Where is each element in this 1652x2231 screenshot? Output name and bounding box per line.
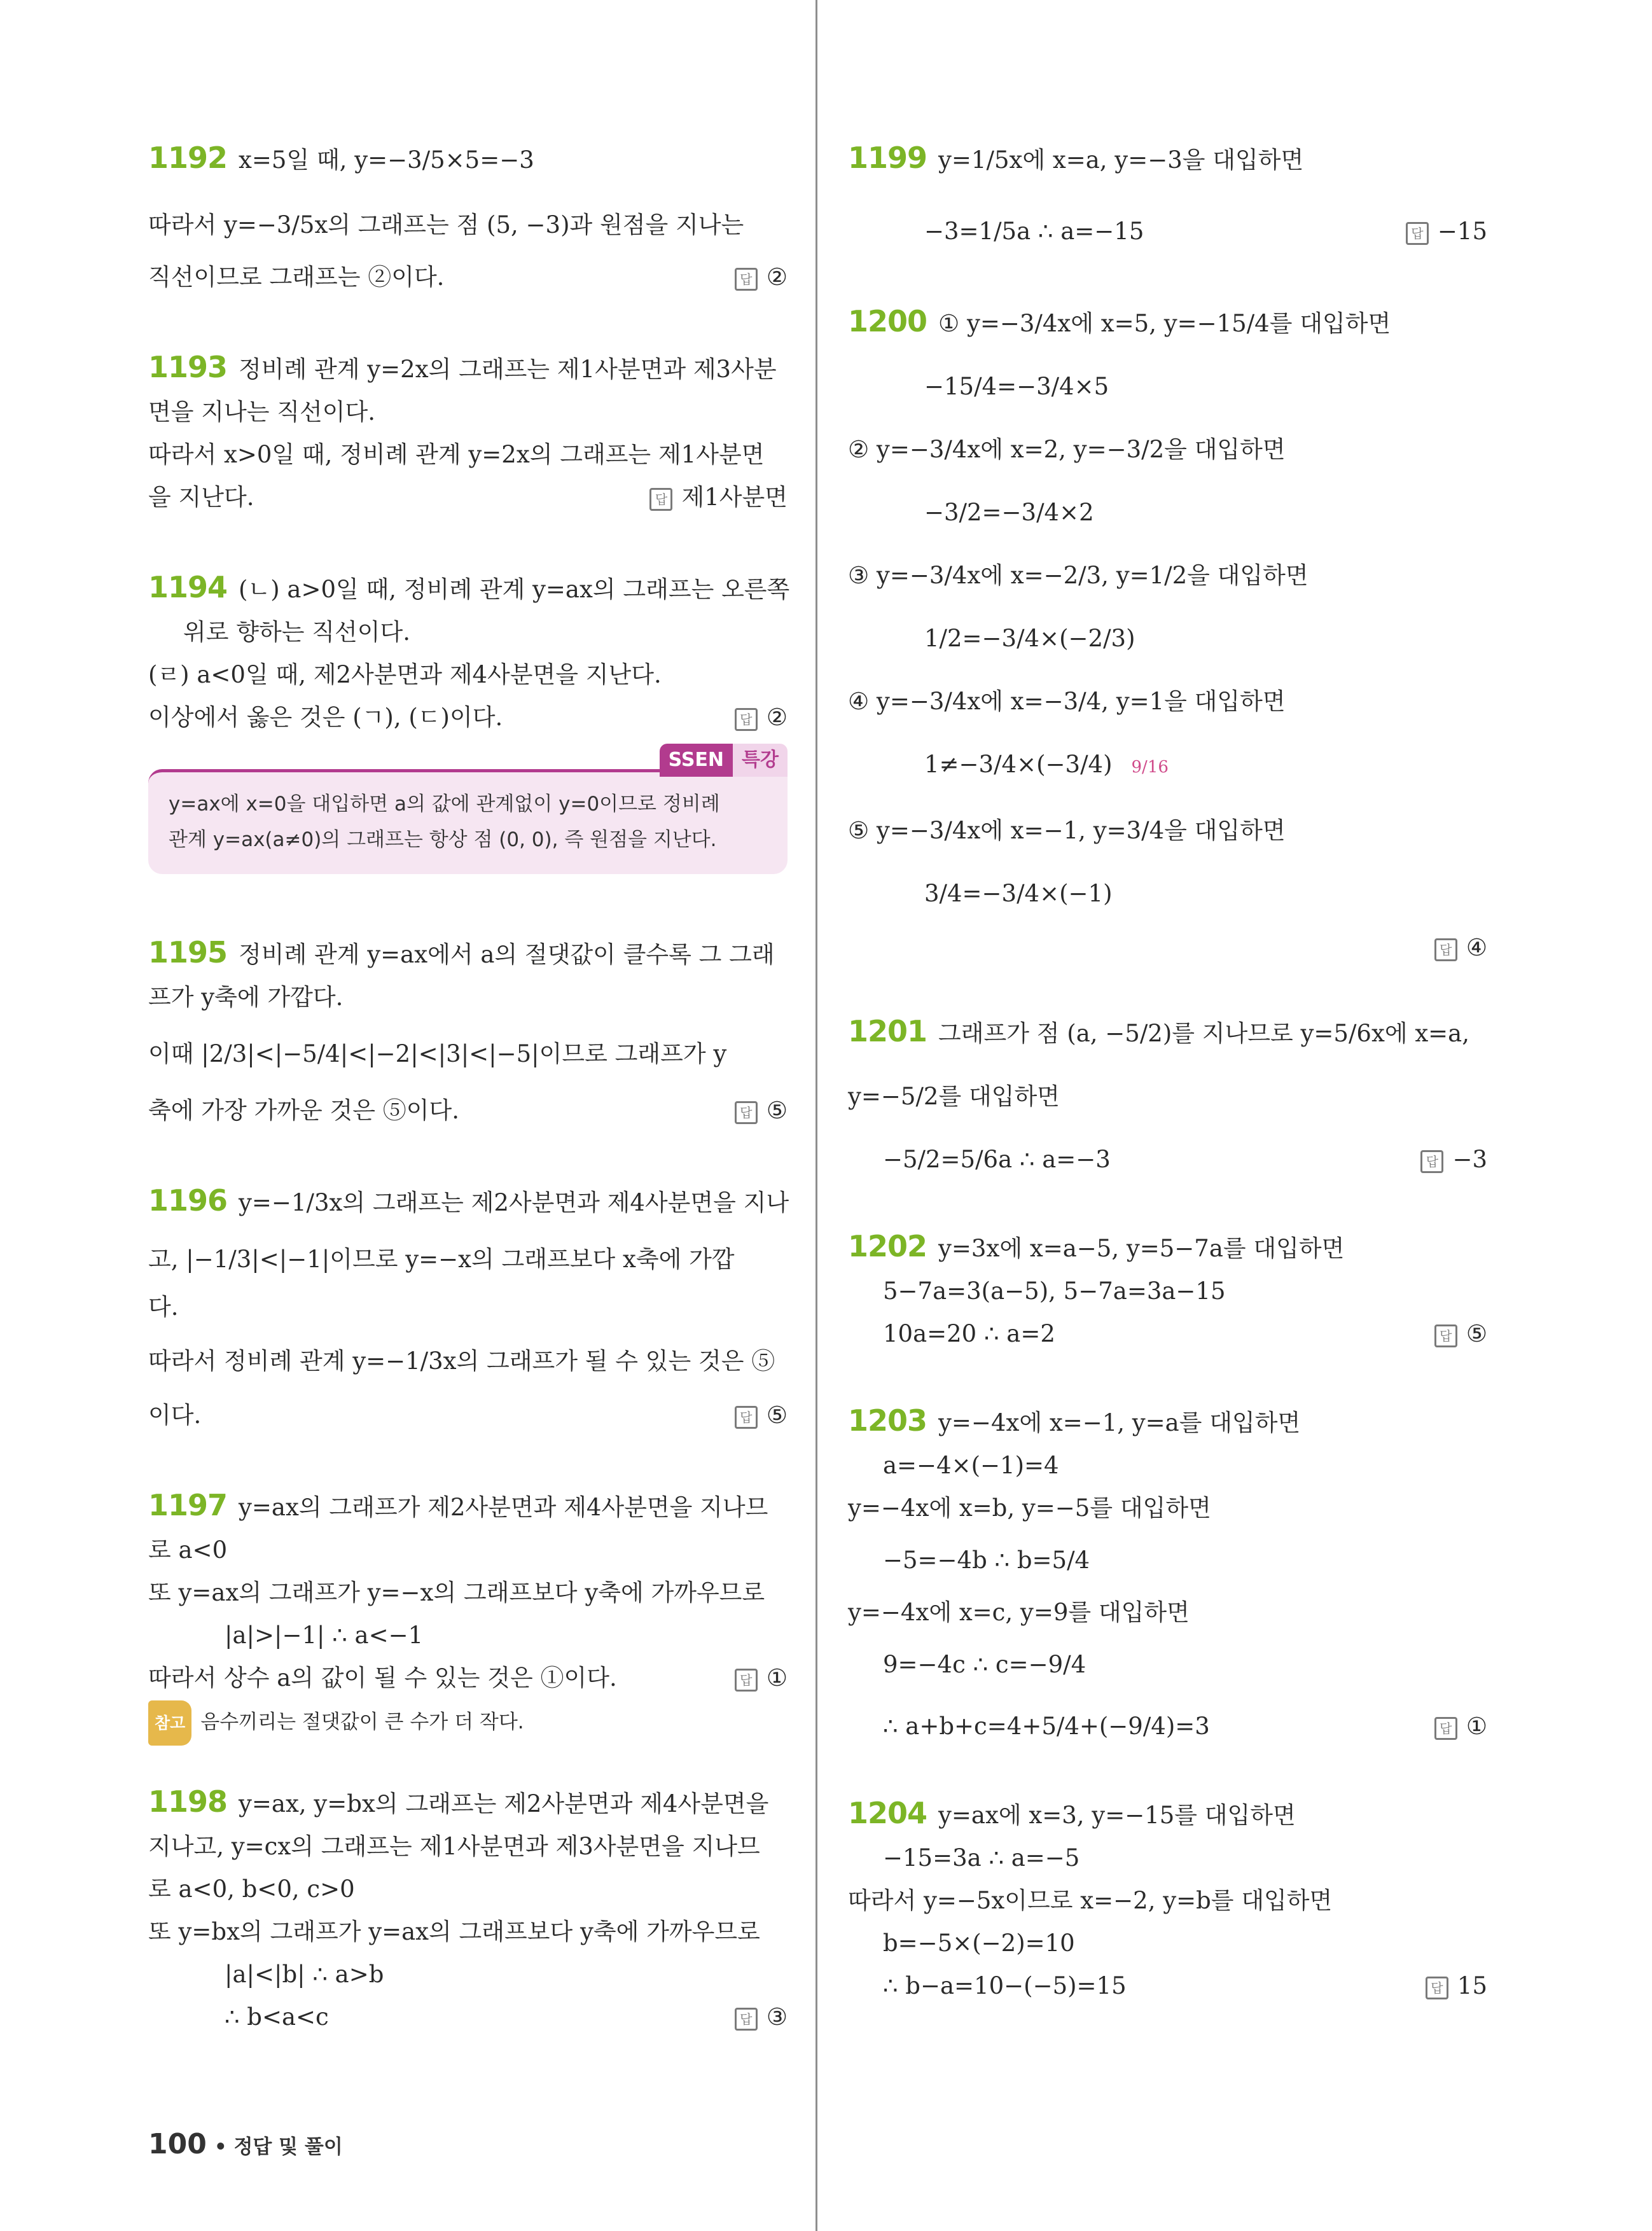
answer: 답 제1사분면 (649, 476, 788, 518)
solution-line: y=−5/2를 대입하면 (848, 1083, 1060, 1110)
solution-line: 또 y=ax의 그래프가 y=−x의 그래프보다 y축에 가까우므로 (148, 1579, 765, 1606)
solution-line: ⑤ y=−3/4x에 x=−1, y=3/4을 대입하면 (848, 817, 1286, 844)
problem-1200 (848, 300, 1487, 969)
note (148, 1699, 788, 1746)
problem-number: 1192 (148, 141, 228, 175)
solution-line: (ㄴ) a>0일 때, 정비례 관계 y=ax의 그래프는 오른쪽 (239, 576, 790, 603)
solution-line: 면을 지나는 직선이다. (148, 398, 375, 426)
solution-line: 10a=20 ∴ a=2 (883, 1320, 1055, 1347)
solution-line: −3=1/5a ∴ a=−15 (924, 218, 1144, 245)
solution-line: 축에 가장 가까운 것은 ⑤이다. (148, 1097, 459, 1124)
answer: 답 ⑤ (735, 1394, 788, 1436)
solution-line: ② y=−3/4x에 x=2, y=−3/2을 대입하면 (848, 436, 1286, 463)
solution-line: ∴ b−a=10−(−5)=15 (883, 1972, 1127, 1999)
solution-line: 1/2=−3/4×(−2/3) (924, 625, 1135, 652)
problem-number: 1199 (848, 141, 927, 175)
solution-line: b=−5×(−2)=10 (883, 1929, 1075, 1957)
problem-number: 1194 (148, 570, 228, 604)
solution-line: |a|>|−1| ∴ a<−1 (225, 1622, 424, 1649)
solution-line: y=−4x에 x=b, y=−5를 대입하면 (848, 1494, 1211, 1522)
problem-1196 (148, 1179, 788, 1436)
solution-line: −3/2=−3/4×2 (924, 499, 1094, 526)
solution-line: 5−7a=3(a−5), 5−7a=3a−15 (883, 1277, 1226, 1305)
tip-content (148, 769, 788, 874)
problem-1199 (848, 137, 1487, 253)
footer-label: • 정답 및 풀이 (214, 2136, 343, 2158)
problem-number: 1193 (148, 350, 228, 384)
side-note: 9/16 (1131, 758, 1169, 777)
ssen-tip-box (148, 749, 788, 874)
problem-number: 1197 (148, 1488, 228, 1522)
solution-line: 이때 |2/3|<|−5/4|<|−2|<|3|<|−5|이므로 그래프가 y (148, 1040, 727, 1067)
solution-line: |a|<|b| ∴ a>b (225, 1961, 384, 1988)
problem-number: 1201 (848, 1014, 927, 1048)
left-column (148, 137, 788, 2038)
solution-line: ∴ b<a<c (225, 2003, 329, 2031)
solution-line: 이다. (148, 1401, 202, 1429)
answer: 답 ③ (735, 1996, 788, 2038)
answer: 답 ⑤ (735, 1089, 788, 1132)
problem-number: 1202 (848, 1229, 927, 1263)
solution-line: −5=−4b ∴ b=5/4 (883, 1546, 1090, 1574)
solution-line: 이상에서 옳은 것은 (ㄱ), (ㄷ)이다. (148, 704, 503, 731)
solution-line: 그래프가 점 (a, −5/2)를 지나므로 y=5/6x에 x=a, (938, 1020, 1470, 1047)
problem-1201 (848, 1010, 1487, 1181)
page-number: 100 (148, 2128, 207, 2160)
answer-icon: 답 (735, 268, 758, 291)
answer-icon: 답 (1434, 1324, 1457, 1347)
problem-1194 (148, 566, 788, 739)
solution-line: y=3x에 x=a−5, y=5−7a를 대입하면 (938, 1235, 1345, 1262)
solution-line: 정비례 관계 y=ax에서 a의 절댓값이 클수록 그 그래 (239, 941, 775, 968)
solution-line: 로 a<0 (148, 1536, 228, 1564)
solution-line: ③ y=−3/4x에 x=−2/3, y=1/2을 대입하면 (848, 562, 1308, 589)
solution-line: y=1/5x에 x=a, y=−3을 대입하면 (938, 146, 1304, 174)
problem-1202 (848, 1225, 1487, 1355)
answer: 답 ① (735, 1657, 788, 1699)
note-text: 음수끼리는 절댓값이 큰 수가 더 작다. (200, 1711, 524, 1734)
solution-line: 프가 y축에 가깝다. (148, 983, 344, 1011)
solution-line: 1≠−3/4×(−3/4) (924, 751, 1113, 778)
solution-line: ∴ a+b+c=4+5/4+(−9/4)=3 (883, 1713, 1210, 1740)
answer-icon: 답 (1420, 1150, 1443, 1173)
solution-line: y=−4x에 x=c, y=9를 대입하면 (848, 1599, 1190, 1626)
solution-line: ① y=−3/4x에 x=5, y=−15/4를 대입하면 (938, 310, 1391, 337)
solution-line: 을 지난다. (148, 483, 254, 511)
solution-line: 직선이므로 그래프는 ②이다. (148, 263, 445, 291)
solution-line: y=ax, y=bx의 그래프는 제2사분면과 제4사분면을 (239, 1790, 769, 1817)
answer: 답 ① (1434, 1705, 1487, 1748)
answer-icon: 답 (735, 2008, 758, 2031)
solution-line: ④ y=−3/4x에 x=−3/4, y=1을 대입하면 (848, 688, 1286, 715)
solution-line: (ㄹ) a<0일 때, 제2사분면과 제4사분면을 지난다. (148, 661, 662, 688)
answer: 답 ② (735, 256, 788, 298)
tip-line: y=ax에 x=0을 대입하면 a의 값에 관계없이 y=0이므로 정비례 (169, 793, 720, 816)
solution-line: a=−4×(−1)=4 (883, 1452, 1059, 1479)
problem-number: 1198 (148, 1784, 228, 1819)
answer: 답 ② (735, 696, 788, 739)
solution-line: y=−1/3x의 그래프는 제2사분면과 제4사분면을 지나 (239, 1189, 789, 1216)
solution-line: y=ax의 그래프가 제2사분면과 제4사분면을 지나므 (239, 1494, 768, 1521)
solution-line: −5/2=5/6a ∴ a=−3 (883, 1146, 1111, 1173)
solution-line: y=−4x에 x=−1, y=a를 대입하면 (938, 1409, 1301, 1436)
problem-number: 1200 (848, 304, 927, 338)
solution-line: 정비례 관계 y=2x의 그래프는 제1사분면과 제3사분 (239, 356, 777, 383)
tip-tag: SSEN 특강 (660, 744, 788, 777)
answer: 답 ⑤ (1434, 1312, 1487, 1355)
tip-line: 관계 y=ax(a≠0)의 그래프는 항상 점 (0, 0), 즉 원점을 지난다. (169, 828, 717, 851)
answer-icon: 답 (649, 488, 672, 511)
solution-line: 고, |−1/3|<|−1|이므로 y=−x의 그래프보다 x축에 가깝 (148, 1246, 735, 1273)
page-footer (148, 2128, 343, 2160)
problem-1204 (848, 1792, 1487, 2007)
problem-number: 1203 (848, 1403, 927, 1438)
solution-line: −15=3a ∴ a=−5 (883, 1844, 1080, 1872)
right-column (848, 137, 1487, 2007)
solution-line: −15/4=−3/4×5 (924, 373, 1109, 400)
answer-icon: 답 (735, 1406, 758, 1429)
problem-1203 (848, 1400, 1487, 1748)
problem-number: 1204 (848, 1796, 927, 1830)
solution-line: 3/4=−3/4×(−1) (924, 880, 1113, 907)
problem-1193 (148, 346, 788, 518)
answer-icon: 답 (735, 1669, 758, 1692)
solution-line: 따라서 y=−5x이므로 x=−2, y=b를 대입하면 (848, 1887, 1333, 1914)
note-tag: 참고 (148, 1700, 191, 1746)
answer: 답 −3 (1420, 1138, 1487, 1181)
solution-line: 따라서 x>0일 때, 정비례 관계 y=2x의 그래프는 제1사분면 (148, 441, 765, 468)
solution-line: x=5일 때, y=−3/5×5=−3 (239, 146, 534, 174)
problem-1198 (148, 1781, 788, 2038)
solution-line: 따라서 y=−3/5x의 그래프는 점 (5, −3)과 원점을 지나는 (148, 211, 744, 239)
solution-line: 다. (148, 1293, 179, 1321)
answer: 답 ④ (1434, 926, 1487, 969)
solution-line: 9=−4c ∴ c=−9/4 (883, 1651, 1086, 1678)
solution-line: 따라서 상수 a의 값이 될 수 있는 것은 ①이다. (148, 1664, 617, 1692)
answer: 답 15 (1426, 1964, 1487, 2007)
answer-icon: 답 (1406, 222, 1429, 245)
solution-line: 지나고, y=cx의 그래프는 제1사분면과 제3사분면을 지나므 (148, 1833, 760, 1860)
problem-number: 1196 (148, 1183, 228, 1218)
answer-icon: 답 (735, 1101, 758, 1124)
solution-line: 로 a<0, b<0, c>0 (148, 1875, 355, 1903)
answer: 답 −15 (1406, 210, 1487, 253)
problem-1192 (148, 137, 788, 298)
solution-line: 따라서 정비례 관계 y=−1/3x의 그래프가 될 수 있는 것은 ⑤ (148, 1347, 775, 1375)
answer-icon: 답 (1426, 1977, 1448, 1999)
answer-icon: 답 (1434, 938, 1457, 961)
solution-line: 또 y=bx의 그래프가 y=ax의 그래프보다 y축에 가까우므로 (148, 1918, 760, 1945)
problem-number: 1195 (148, 935, 228, 970)
problem-1197 (148, 1484, 788, 1746)
answer-icon: 답 (735, 708, 758, 731)
problem-1195 (148, 931, 788, 1132)
answer-icon: 답 (1434, 1717, 1457, 1740)
column-divider (816, 0, 817, 2231)
solution-line: y=ax에 x=3, y=−15를 대입하면 (938, 1802, 1296, 1829)
solution-line: 위로 향하는 직선이다. (183, 618, 410, 646)
